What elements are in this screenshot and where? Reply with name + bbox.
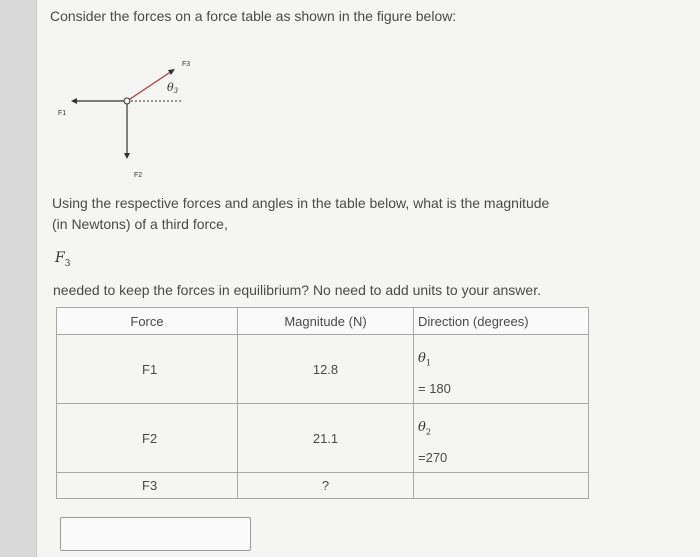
theta3-symbol: θ <box>167 81 174 94</box>
theta1-symbol: θ <box>418 351 426 366</box>
direction-value: =270 <box>418 450 448 465</box>
f3-variable-sub: 3 <box>64 258 71 269</box>
f3-arrow <box>127 71 172 101</box>
table-row <box>57 404 589 473</box>
theta1-label <box>418 351 431 368</box>
f3-variable-letter: F <box>55 250 65 266</box>
force-table-diagram <box>55 55 195 180</box>
theta2-symbol: θ <box>418 420 426 435</box>
header-row <box>57 308 589 335</box>
f3-variable <box>55 250 70 269</box>
magnitude-cell: ? <box>238 473 414 499</box>
f2-label: F2 <box>134 172 143 179</box>
theta2-label <box>418 420 431 437</box>
force-cell: F2 <box>57 404 238 473</box>
direction-value: = 180 <box>418 381 451 396</box>
center-ring <box>124 98 130 104</box>
question-needed: needed to keep the forces in equilibrium? No need to add units to your answer. <box>53 282 541 298</box>
direction-cell <box>414 404 589 473</box>
theta3-label <box>167 81 179 95</box>
force-cell: F3 <box>57 473 238 499</box>
direction-cell <box>414 473 589 499</box>
question-paragraph: Using the respective forces and angles in the table below, what is the magnitude (in Newtons) of a third force, <box>52 195 550 232</box>
header-magnitude: Magnitude (N) <box>238 308 414 335</box>
f2-arrowhead <box>124 153 130 159</box>
f3-label: F3 <box>182 61 191 68</box>
magnitude-cell: 21.1 <box>238 404 414 473</box>
magnitude-cell: 12.8 <box>238 335 414 404</box>
force-cell: F1 <box>57 335 238 404</box>
question-intro: Consider the forces on a force table as shown in the figure below: <box>50 8 457 24</box>
f1-label: F1 <box>58 110 67 117</box>
theta1-sub: 1 <box>425 358 431 368</box>
theta3-sub: 3 <box>173 87 179 95</box>
forces-table <box>56 307 589 499</box>
answer-input[interactable] <box>60 517 251 551</box>
table-row <box>57 335 589 404</box>
theta2-sub: 2 <box>425 427 431 437</box>
direction-cell <box>414 335 589 404</box>
header-force: Force <box>57 308 238 335</box>
header-direction: Direction (degrees) <box>414 308 589 335</box>
table-row <box>57 473 589 499</box>
f3-arrowhead <box>168 69 175 75</box>
f1-arrowhead <box>71 98 77 104</box>
